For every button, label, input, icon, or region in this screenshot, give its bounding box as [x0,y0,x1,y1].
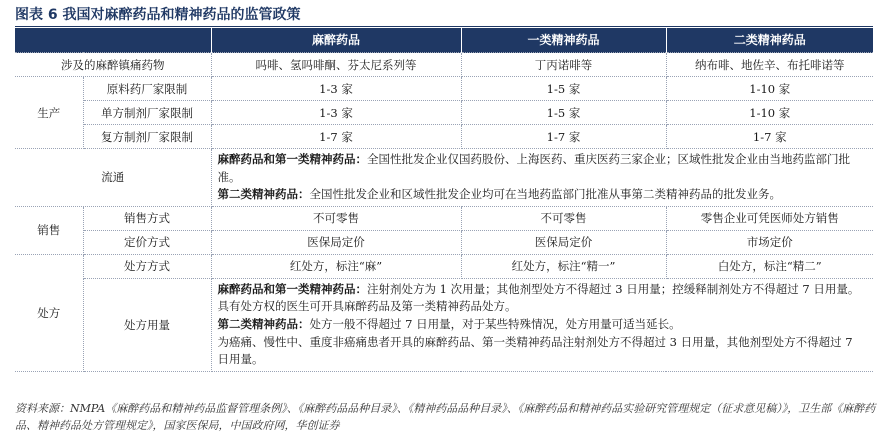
table-row [15,206,873,230]
circulation-bold-2: 第二类精神药品： [217,187,310,202]
table-cell: 市场定价 [666,230,873,254]
row-label: 处方方式 [83,254,211,278]
circulation-label: 流通 [15,149,211,207]
dosage-para-3 [218,334,868,369]
table-cell: 1-10 家 [666,101,873,125]
circulation-bold-1: 麻醉药品和第一类精神药品： [217,152,367,166]
table-cell: 1-7 家 [666,125,873,149]
group-label-prescription: 处方 [15,254,83,371]
group-label-production: 生产 [15,77,83,149]
title-divider [15,26,873,27]
table-cell: 红处方，标注“精一” [461,254,666,278]
dosage-text-1: 注射剂处方为 1 次用量；其他剂型处方不得超过 3 日用量；控缓释制剂处方不得超过 7 日用量。具有处方权的医生可开具麻醉药品及第一类精神药品处方。 [217,281,860,314]
table-cell: 1-10 家 [666,77,873,101]
figure-title: 图表 6 我国对麻醉药品和精神药品的监管政策 [15,7,301,23]
circulation-para-1 [218,151,868,186]
policy-table [15,28,873,372]
table-cell: 1-7 家 [461,125,666,149]
row-label: 原料药厂家限制 [83,77,211,101]
dosage-row [15,278,873,371]
dosage-text-2: 处方一般不得超过 7 日用量，对于某些特殊情况，处方用量可适当延长。 [309,316,681,331]
table-cell: 红处方，标注“麻” [211,254,461,278]
row-label: 复方制剂厂家限制 [83,125,211,149]
row-label: 单方制剂厂家限制 [83,101,211,125]
table-cell: 医保局定价 [211,230,461,254]
circulation-row [15,149,873,207]
table-row [15,125,873,149]
table-row [15,254,873,278]
row-label: 处方用量 [83,278,211,371]
table-cell: 零售企业可凭医师处方销售 [666,206,873,230]
table-cell: 1-3 家 [211,101,461,125]
dosage-para-2 [218,316,868,334]
drugs-row [15,53,873,77]
dosage-bold-1: 麻醉药品和第一类精神药品： [217,281,367,296]
header-row [15,28,873,53]
table-cell: 吗啡、氢吗啡酮、芬太尼系列等 [211,53,461,77]
table-cell: 丁丙诺啡等 [461,53,666,77]
row-label: 销售方式 [83,206,211,230]
table-cell: 医保局定价 [461,230,666,254]
header-psychotropic-1: 一类精神药品 [461,28,666,53]
circulation-text-1: 全国性批发企业仅国药股份、上海医药、重庆医药三家企业；区域性批发企业由当地药监部门批准。 [217,152,850,184]
row-label: 定价方式 [83,230,211,254]
table-cell: 1-3 家 [211,77,461,101]
table-cell: 1-5 家 [461,101,666,125]
header-blank [15,28,211,53]
dosage-bold-2: 第二类精神药品： [217,316,310,331]
table-row [15,77,873,101]
table-row [15,101,873,125]
table-cell: 1-5 家 [461,77,666,101]
table-cell: 白处方，标注“精二” [666,254,873,278]
drugs-label: 涉及的麻醉镇痛药物 [15,53,211,77]
header-psychotropic-2: 二类精神药品 [666,28,873,53]
table-cell: 不可零售 [211,206,461,230]
table-cell: 不可零售 [461,206,666,230]
circulation-text-2: 全国性批发企业和区域性批发企业均可在当地药监部门批准从事第二类精神药品的批发业务。 [309,187,781,202]
circulation-para-2 [218,186,868,204]
dosage-text [211,278,873,371]
source-note: 资料来源：NMPA《麻醉药品和精神药品监督管理条例》、《麻醉药品品种目录》、《精神药品品种目录》、《麻醉药品和精神药品实验研究管理规定（征求意见稿）》，卫生部《麻醉药品、精神药品处方管理规定》，国家医保局，中国政府网，华创证券 [15,402,876,432]
dosage-para-1 [218,281,868,316]
group-label-sales: 销售 [15,206,83,254]
table-cell: 纳布啡、地佐辛、布托啡诺等 [666,53,873,77]
table-row [15,230,873,254]
circulation-text [211,149,873,207]
header-narcotic: 麻醉药品 [211,28,461,53]
dosage-text-3: 为癌痛、慢性中、重度非癌痛患者开具的麻醉药品、第一类精神药品注射剂处方不得超过 3 日用量，其他剂型处方不得超过 7 日用量。 [217,334,853,367]
table-cell: 1-7 家 [211,125,461,149]
